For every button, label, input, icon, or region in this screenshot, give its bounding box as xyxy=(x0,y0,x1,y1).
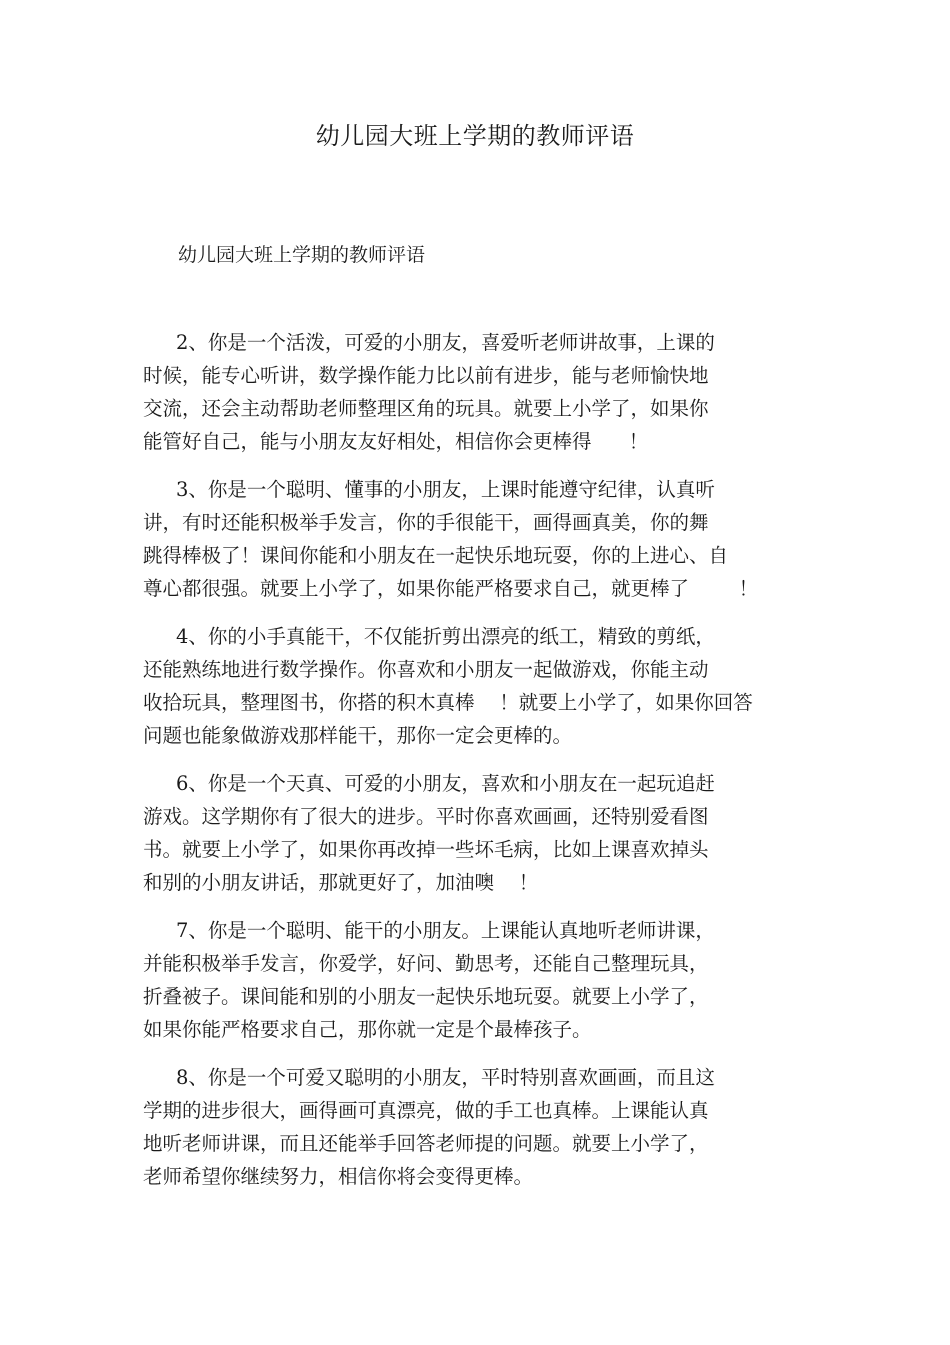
paragraph-line: 2、你是一个活泼，可爱的小朋友，喜爱听老师讲故事，上课的 xyxy=(176,331,715,354)
paragraph-line: 还能熟练地进行数学操作。你喜欢和小朋友一起做游戏，你能主动 xyxy=(143,658,709,681)
comment-paragraph-2 xyxy=(143,326,793,458)
paragraph-line: 能管好自己，能与小朋友友好相处，相信你会更棒得 ！ xyxy=(143,430,649,453)
paragraph-line: 讲，有时还能积极举手发言，你的手很能干，画得画真美，你的舞 xyxy=(143,511,709,534)
paragraph-line: 尊心都很强。就要上小学了，如果你能严格要求自己，就更棒了 ！ xyxy=(143,577,759,600)
paragraph-line: 时候，能专心听讲，数学操作能力比以前有进步，能与老师愉快地 xyxy=(143,364,709,387)
paragraph-line: 书。就要上小学了，如果你再改掉一些坏毛病，比如上课喜欢掉头 xyxy=(143,838,709,861)
comment-paragraph-3 xyxy=(143,473,793,605)
paragraph-line: 学期的进步很大，画得画可真漂亮，做的手工也真棒。上课能认真 xyxy=(143,1099,709,1122)
paragraph-line: 跳得棒极了！课间你能和小朋友在一起快乐地玩耍，你的上进心、自 xyxy=(143,544,729,567)
paragraph-line: 问题也能象做游戏那样能干，那你一定会更棒的。 xyxy=(143,724,573,747)
paragraph-line: 地听老师讲课，而且还能举手回答老师提的问题。就要上小学了， xyxy=(143,1132,709,1155)
paragraph-line: 3、你是一个聪明、懂事的小朋友，上课时能遵守纪律，认真听 xyxy=(176,478,715,501)
paragraph-line: 交流，还会主动帮助老师整理区角的玩具。就要上小学了，如果你 xyxy=(143,397,709,420)
comment-paragraph-8 xyxy=(143,1061,793,1193)
document-body xyxy=(143,326,793,1208)
comment-paragraph-4 xyxy=(143,620,793,752)
paragraph-line: 如果你能严格要求自己，那你就一定是个最棒孩子。 xyxy=(143,1018,592,1041)
paragraph-line: 8、你是一个可爱又聪明的小朋友，平时特别喜欢画画，而且这 xyxy=(176,1066,715,1089)
paragraph-line: 4、你的小手真能干，不仅能折剪出漂亮的纸工，精致的剪纸， xyxy=(176,625,715,648)
paragraph-line: 收拾玩具，整理图书，你搭的积木真棒 ！就要上小学了，如果你回答 xyxy=(143,691,753,714)
paragraph-line: 6、你是一个天真、可爱的小朋友，喜欢和小朋友在一起玩追赶 xyxy=(176,772,715,795)
paragraph-line: 和别的小朋友讲话，那就更好了，加油噢 ！ xyxy=(143,871,539,894)
paragraph-line: 并能积极举手发言，你爱学，好问、勤思考，还能自己整理玩具， xyxy=(143,952,709,975)
comment-paragraph-7 xyxy=(143,914,793,1046)
paragraph-line: 游戏。这学期你有了很大的进步。平时你喜欢画画，还特别爱看图 xyxy=(143,805,709,828)
comment-paragraph-6 xyxy=(143,767,793,899)
paragraph-line: 老师希望你继续努力，相信你将会变得更棒。 xyxy=(143,1165,534,1188)
paragraph-line: 7、你是一个聪明、能干的小朋友。上课能认真地听老师讲课， xyxy=(176,919,715,942)
document-subtitle: 幼儿园大班上学期的教师评语 xyxy=(178,244,426,266)
document-title: 幼儿园大班上学期的教师评语 xyxy=(315,122,635,150)
paragraph-line: 折叠被子。课间能和别的小朋友一起快乐地玩耍。就要上小学了， xyxy=(143,985,709,1008)
